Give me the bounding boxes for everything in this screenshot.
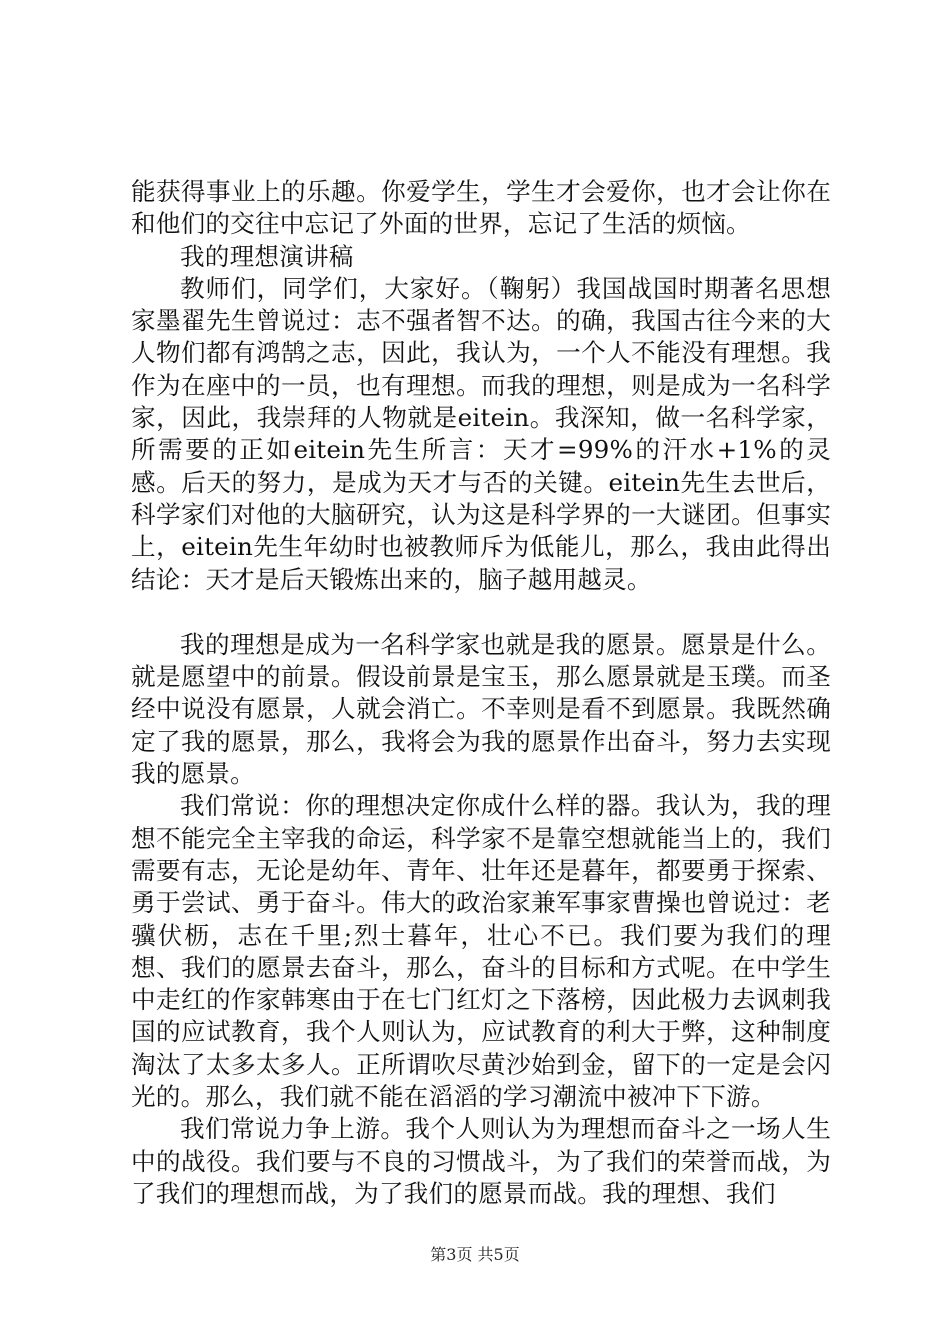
document-body [131,176,831,1210]
paragraph-opening: 教师们，同学们，大家好。（鞠躬）我国战国时期著名思想家墨翟先生曾说过：志不强者智不达。的确，我国古往今来的大人物们都有鸿鹄之志，因此，我认为，一个人不能没有理想。我作为在座中的一员，也有理想。而我的理想，则是成为一名科学家，因此，我崇拜的人物就是eitein。我深知，做一名科学家，所需要的正如eitein先生所言：天才=99%的汗水+1%的灵感。后天的努力，是成为天才与否的关键。eitein先生去世后，科学家们对他的大脑研究，认为这是科学界的一大谜团。但事实上，eitein先生年幼时也被教师斥为低能儿，那么，我由此得出结论：天才是后天锻炼出来的，脑子越用越灵。 [131,273,831,594]
paragraph-continuation: 能获得事业上的乐趣。你爱学生，学生才会爱你，也才会让你在和他们的交往中忘记了外面的世界，忘记了生活的烦恼。 [131,177,831,239]
paragraph-spacer [131,596,831,629]
paragraph-vision: 我的理想是成为一名科学家也就是我的愿景。愿景是什么。就是愿望中的前景。假设前景是宝玉，那么愿景就是玉璞。而圣经中说没有愿景，人就会消亡。不幸则是看不到愿景。我既然确定了我的愿景，那么，我将会为我的愿景作出奋斗，努力去实现我的愿景。 [131,629,831,789]
speech-title: 我的理想演讲稿 [180,241,354,271]
paragraph-ideal: 我们常说：你的理想决定你成什么样的器。我认为，我的理想不能完全主宰我的命运，科学家不是靠空想就能当上的，我们需要有志，无论是幼年、青年、壮年还是暮年，都要勇于探索、勇于尝试、勇于奋斗。伟大的政治家兼军事家曹操也曾说过：老骥伏枥，志在千里;烈士暮年，壮心不已。我们要为我们的理想、我们的愿景去奋斗，那么，奋斗的目标和方式呢。在中学生中走红的作家韩寒由于在七门红灯之下落榜，因此极力去讽刺我国的应试教育，我个人则认为，应试教育的利大于弊，这种制度淘汰了太多太多人。正所谓吹尽黄沙始到金，留下的一定是会闪光的。那么，我们就不能在滔滔的学习潮流中被冲下下游。 [131,791,831,1112]
page-number: 第3页 共5页 [430,1245,520,1264]
paragraph-strive: 我们常说力争上游。我个人则认为为理想而奋斗之一场人生中的战役。我们要与不良的习惯战斗，为了我们的荣誉而战，为了我们的理想而战，为了我们的愿景而战。我的理想、我们 [131,1114,831,1208]
